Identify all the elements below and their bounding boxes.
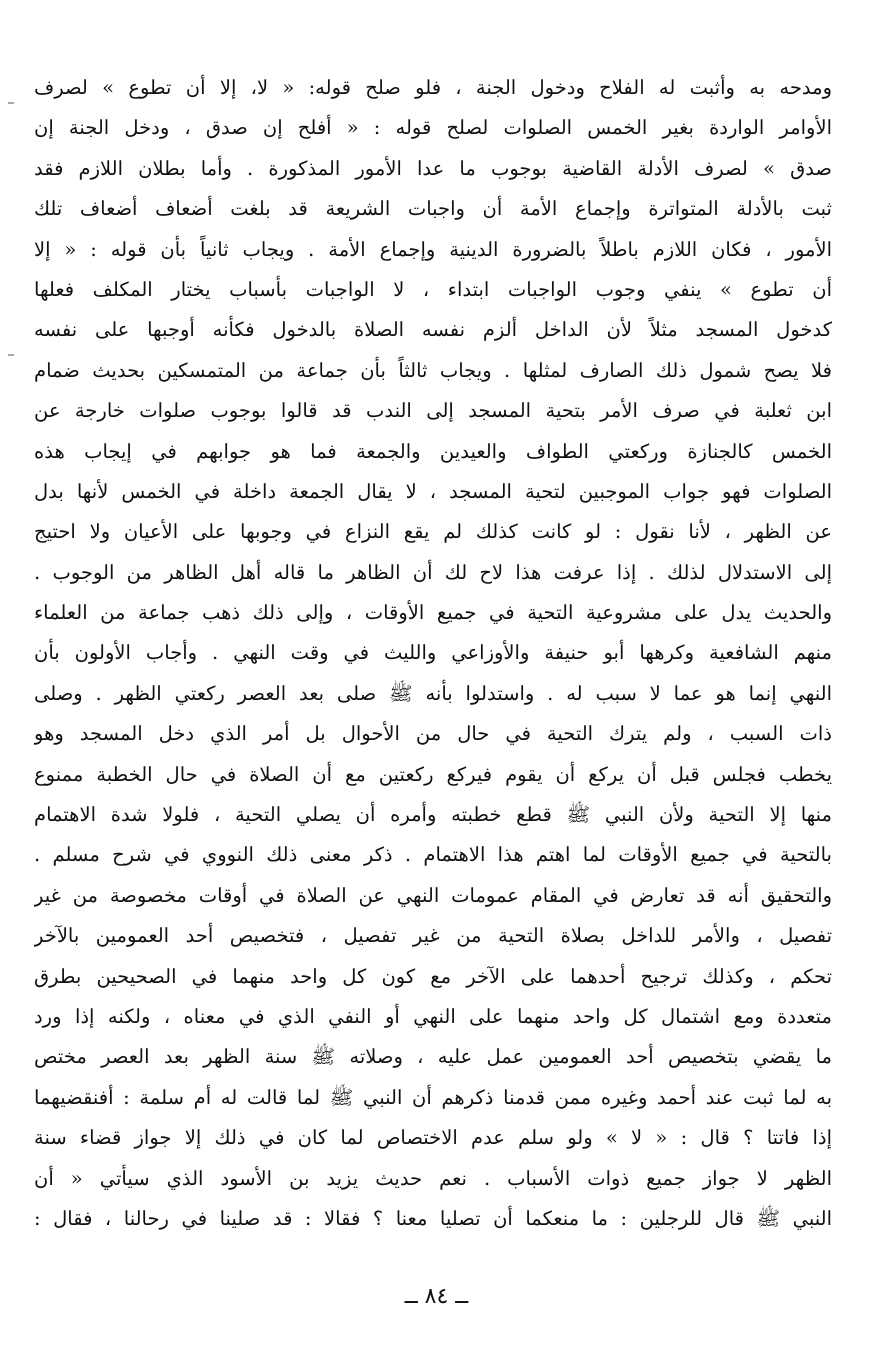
text-line: تحكم ، وكذلك ترجيح أحدهما على الآخر مع كون كل واحد منهما في الصحيحين بطرق bbox=[34, 964, 832, 988]
text-line: منها إلا التحية ولأن النبي ﷺ قطع خطبته وأمره أن يصلي التحية ، فلولا شدة الاهتمام bbox=[34, 803, 832, 827]
text-line: والتحقيق أنه قد تعارض في المقام عمومات النهي عن الصلاة في أوقات مخصوصة من غير bbox=[34, 883, 832, 907]
text-line: متعددة ومع اشتمال كل واحد منهما على النهي أو النفي الذي في معناه ، ولكنه إذا ورد bbox=[34, 1004, 832, 1028]
text-line: كدخول المسجد مثلاً لأن الداخل ألزم نفسه الصلاة بالدخول فكأنه أوجبها على نفسه bbox=[34, 318, 832, 342]
text-line: ذات السبب ، ولم يترك التحية في حال من الأحوال بل أمر الذي دخل المسجد وهو bbox=[34, 722, 832, 746]
page-number: ــ ٨٤ ــ bbox=[404, 1284, 469, 1309]
text-line: فلا يصح شمول ذلك الصارف لمثلها . ويجاب ثالثاً بأن جماعة من المتمسكين بحديث ضمام bbox=[34, 358, 832, 382]
text-line: بالتحية في جميع الأوقات لما اهتم هذا الاهتمام . ذكر معنى ذلك النووي في شرح مسلم . bbox=[34, 843, 832, 867]
text-line: إلى الاستدلال لذلك . إذا عرفت هذا لاح لك أن الظاهر ما قاله أهل الظاهر من الوجوب . bbox=[34, 560, 832, 584]
text-line: الخمس كالجنازة وركعتي الطواف والعيدين والجمعة فما هو جوابهم في إيجاب هذه bbox=[34, 439, 832, 463]
text-line: أن تطوع » ينفي وجوب الواجبات ابتداء ، لا الواجبات بأسباب يختار المكلف فعلها bbox=[34, 277, 832, 301]
text-line: تفصيل ، والأمر للداخل بصلاة التحية من غير تفصيل ، فتخصيص أحد العمومين بالآخر bbox=[34, 924, 832, 948]
text-line: منهم الشافعية وكرهها أبو حنيفة والأوزاعي والليث في وقت النهي . وأجاب الأولون بأن bbox=[34, 641, 832, 665]
text-line: الأمور ، فكان اللازم باطلاً بالضرورة الدينية وإجماع الأمة . ويجاب ثانياً بأن قوله : « إلا bbox=[34, 237, 832, 261]
text-line: الظهر لا جواز جميع ذوات الأسباب . نعم حديث يزيد بن الأسود الذي سيأتي « أن bbox=[34, 1166, 832, 1190]
text-line: الأوامر الواردة بغير الخمس الصلوات لصلح قوله : « أفلح إن صدق ، ودخل الجنة إن bbox=[34, 116, 832, 140]
text-line: إذا فاتتا ؟ قال : « لا » ولو سلم عدم الاختصاص لما كان في ذلك إلا جواز قضاء سنة bbox=[34, 1126, 832, 1150]
text-line: ومدحه به وأثبت له الفلاح ودخول الجنة ، فلو صلح قوله: « لا، إلا أن تطوع » لصرف bbox=[34, 76, 832, 99]
text-line: صدق » لصرف الأدلة القاضية بوجوب ما عدا الأمور المذكورة . وأما بطلان اللازم فقد bbox=[34, 156, 832, 180]
text-line: ما يقضي بتخصيص أحد العمومين عمل عليه ، وصلاته ﷺ سنة الظهر بعد العصر مختص bbox=[34, 1045, 832, 1069]
text-line: النبي ﷺ قال للرجلين : ما منعكما أن تصليا معنا ؟ فقالا : قد صلينا في رحالنا ، فقال : bbox=[34, 1206, 832, 1230]
text-line: ثبت بالأدلة المتواترة وإجماع الأمة أن واجبات الشريعة قد بلغت أضعاف أضعاف تلك bbox=[34, 197, 832, 221]
text-line: ابن ثعلبة في صرف الأمر بتحية المسجد إلى الندب قد قالوا بوجوب صلوات خارجة عن bbox=[34, 399, 832, 423]
body-text bbox=[34, 68, 832, 1239]
text-line: يخطب فجلس قبل أن يركع أن يقوم فيركع ركعتين مع أن الصلاة في حال الخطبة ممنوع bbox=[34, 762, 832, 786]
text-line: النهي إنما هو عما لا سبب له . واستدلوا بأنه ﷺ صلى بعد العصر ركعتي الظهر . وصلى bbox=[34, 681, 832, 705]
text-line: والحديث يدل على مشروعية التحية في جميع الأوقات ، وإلى ذلك ذهب جماعة من العلماء bbox=[34, 601, 832, 625]
text-line: به لما ثبت عند أحمد وغيره ممن قدمنا ذكرهم أن النبي ﷺ لما قالت له أم سلمة : أفنقضيهما bbox=[34, 1085, 832, 1109]
text-line: الصلوات فهو جواب الموجبين لتحية المسجد ، لا يقال الجمعة داخلة في الخمس لأنها بدل bbox=[34, 479, 832, 503]
text-line: عن الظهر ، لأنا نقول : لو كانت كذلك لم يقع النزاع في وجوبها على الأعيان ولا احتيج bbox=[34, 520, 832, 544]
